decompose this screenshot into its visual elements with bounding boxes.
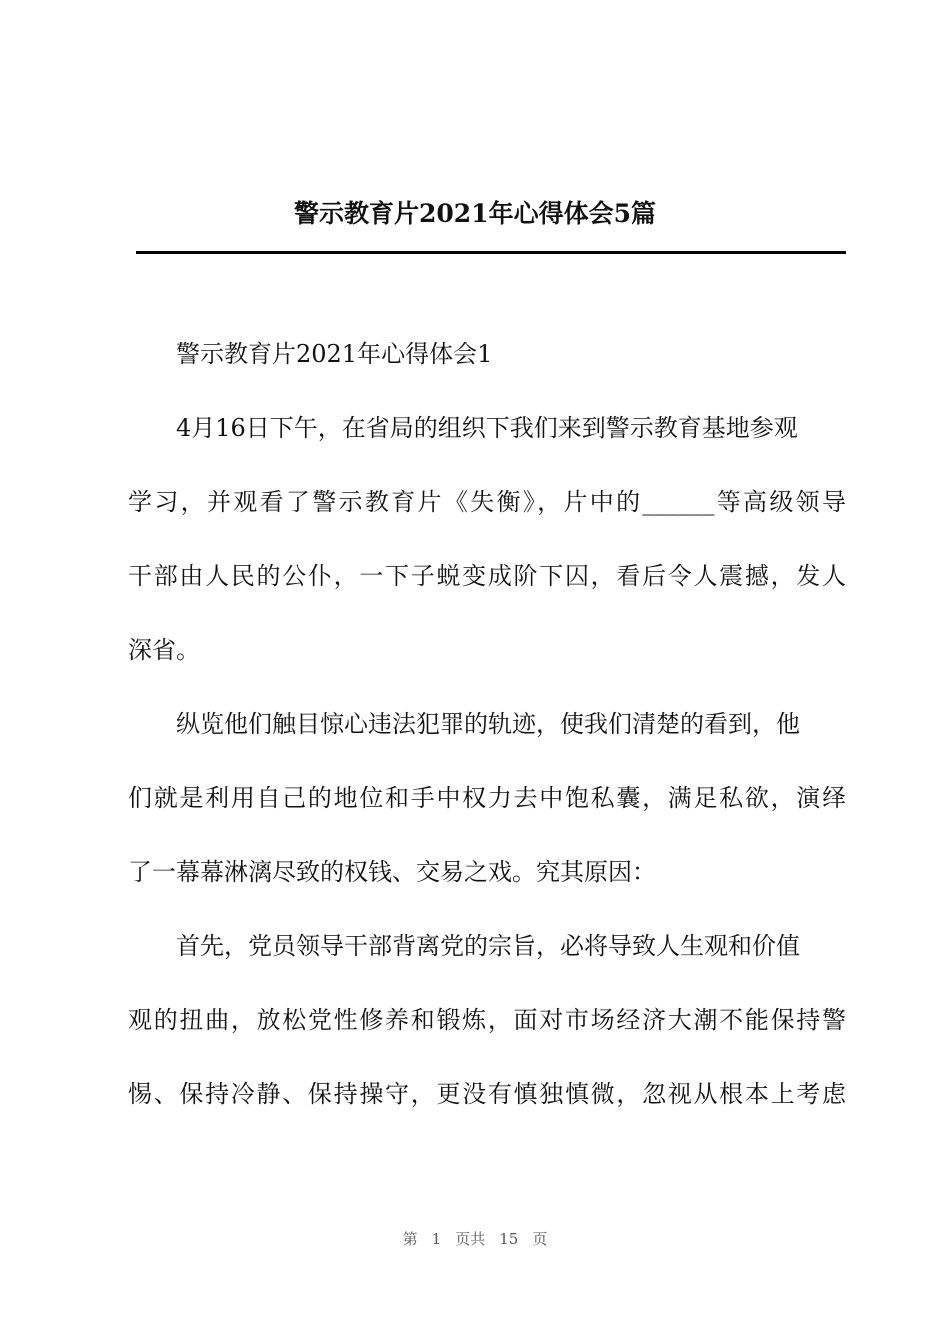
paragraph-line: 观的扭曲，放松党性修养和锻炼，面对市场经济大潮不能保持警 — [128, 1006, 846, 1034]
paragraph-line: 纵览他们触目惊心违法犯罪的轨迹，使我们清楚的看到，他 — [176, 710, 800, 738]
paragraph-line: 惕、保持冷静、保持操守，更没有慎独慎微，忽视从根本上考虑 — [128, 1080, 846, 1108]
paragraph-line: 学习，并观看了警示教育片《失衡》，片中的______等高级领导 — [128, 488, 846, 516]
section-heading: 警示教育片2021年心得体会1 — [176, 340, 493, 368]
paragraph-line: 们就是利用自己的地位和手中权力去中饱私囊，满足私欲，演绎 — [128, 784, 846, 812]
footer-suffix: 页 — [532, 1230, 548, 1248]
paragraph-line: 了一幕幕淋漓尽致的权钱、交易之戏。究其原因： — [128, 858, 656, 886]
page-footer — [0, 1228, 950, 1249]
paragraph-line: 深省。 — [128, 636, 200, 664]
document-title: 警示教育片2021年心得体会5篇 — [294, 199, 656, 228]
paragraph-line: 干部由人民的公仆，一下子蜕变成阶下囚，看后令人震撼，发人 — [128, 562, 846, 590]
paragraph-line: 首先，党员领导干部背离党的宗旨，必将导致人生观和价值 — [176, 932, 800, 960]
footer-prefix: 第 — [402, 1230, 418, 1248]
footer-middle: 页共 — [455, 1230, 486, 1248]
footer-page-number: 1 — [431, 1230, 442, 1248]
paragraph-line: 4月16日下午，在省局的组织下我们来到警示教育基地参观 — [176, 414, 798, 442]
title-divider — [136, 251, 846, 254]
footer-total-pages: 15 — [499, 1230, 519, 1248]
